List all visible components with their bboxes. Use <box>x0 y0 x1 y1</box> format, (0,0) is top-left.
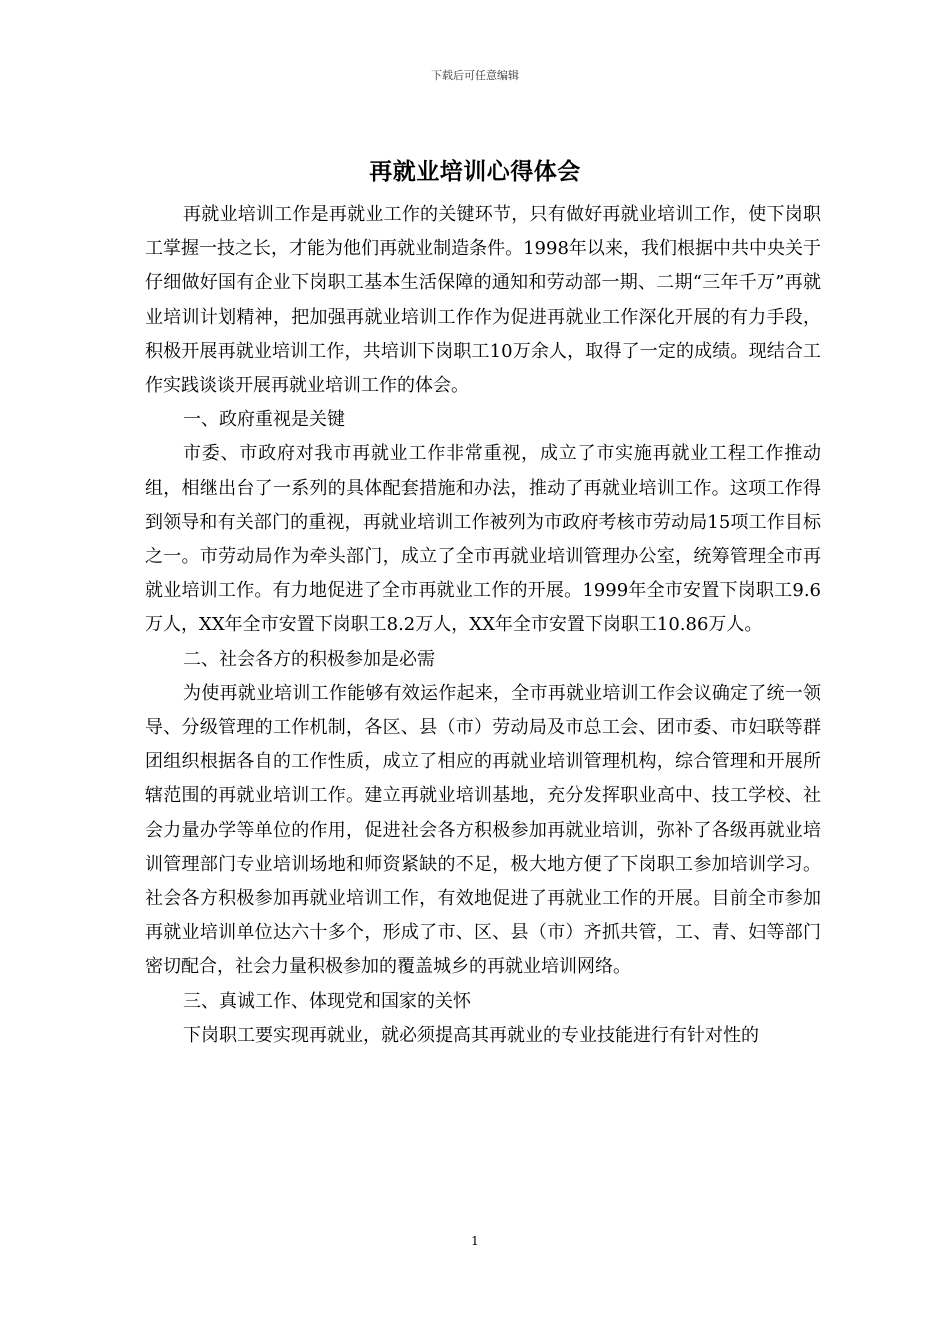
document-body <box>145 198 821 1053</box>
paragraph-section-1: 市委、市政府对我市再就业工作非常重视，成立了市实施再就业工程工作推动组，相继出台了一系列的具体配套措施和办法，推动了再就业培训工作。这项工作得到领导和有关部门的重视，再就业培训工作被列为市政府考核市劳动局15项工作目标之一。市劳动局作为牵头部门，成立了全市再就业培训管理办公室，统筹管理全市再就业培训工作。有力地促进了全市再就业工作的开展。1999年全市安置下岗职工9.6万人，XX年全市安置下岗职工8.2万人，XX年全市安置下岗职工10.86万人。 <box>145 443 821 636</box>
section-heading-1: 一、政府重视是关键 <box>183 409 345 431</box>
page-number: 1 <box>471 1234 479 1248</box>
header-note: 下载后可任意编辑 <box>431 69 519 82</box>
paragraph-section-3: 下岗职工要实现再就业，就必须提高其再就业的专业技能进行有针对性的 <box>183 1024 759 1046</box>
paragraph-intro: 再就业培训工作是再就业工作的关键环节，只有做好再就业培训工作，使下岗职工掌握一技之长，才能为他们再就业制造条件。1998年以来，我们根据中共中央关于仔细做好国有企业下岗职工基本生活保障的通知和劳动部一期、二期“三年千万”再就业培训计划精神，把加强再就业培训工作作为促进再就业工作深化开展的有力手段，积极开展再就业培训工作，共培训下岗职工10万余人，取得了一定的成绩。现结合工作实践谈谈开展再就业培训工作的体会。 <box>145 204 821 397</box>
paragraph-section-2: 为使再就业培训工作能够有效运作起来，全市再就业培训工作会议确定了统一领导、分级管理的工作机制，各区、县（市）劳动局及市总工会、团市委、市妇联等群团组织根据各自的工作性质，成立了相应的再就业培训管理机构，综合管理和开展所辖范围的再就业培训工作。建立再就业培训基地，充分发挥职业高中、技工学校、社会力量办学等单位的作用，促进社会各方积极参加再就业培训，弥补了各级再就业培训管理部门专业培训场地和师资紧缺的不足，极大地方便了下岗职工参加培训学习。社会各方积极参加再就业培训工作，有效地促进了再就业工作的开展。目前全市参加再就业培训单位达六十多个，形成了市、区、县（市）齐抓共管，工、青、妇等部门密切配合，社会力量积极参加的覆盖城乡的再就业培训网络。 <box>145 682 821 978</box>
section-heading-2: 二、社会各方的积极参加是必需 <box>183 648 435 670</box>
section-heading-3: 三、真诚工作、体现党和国家的关怀 <box>183 990 471 1012</box>
document-title: 再就业培训心得体会 <box>369 158 581 185</box>
